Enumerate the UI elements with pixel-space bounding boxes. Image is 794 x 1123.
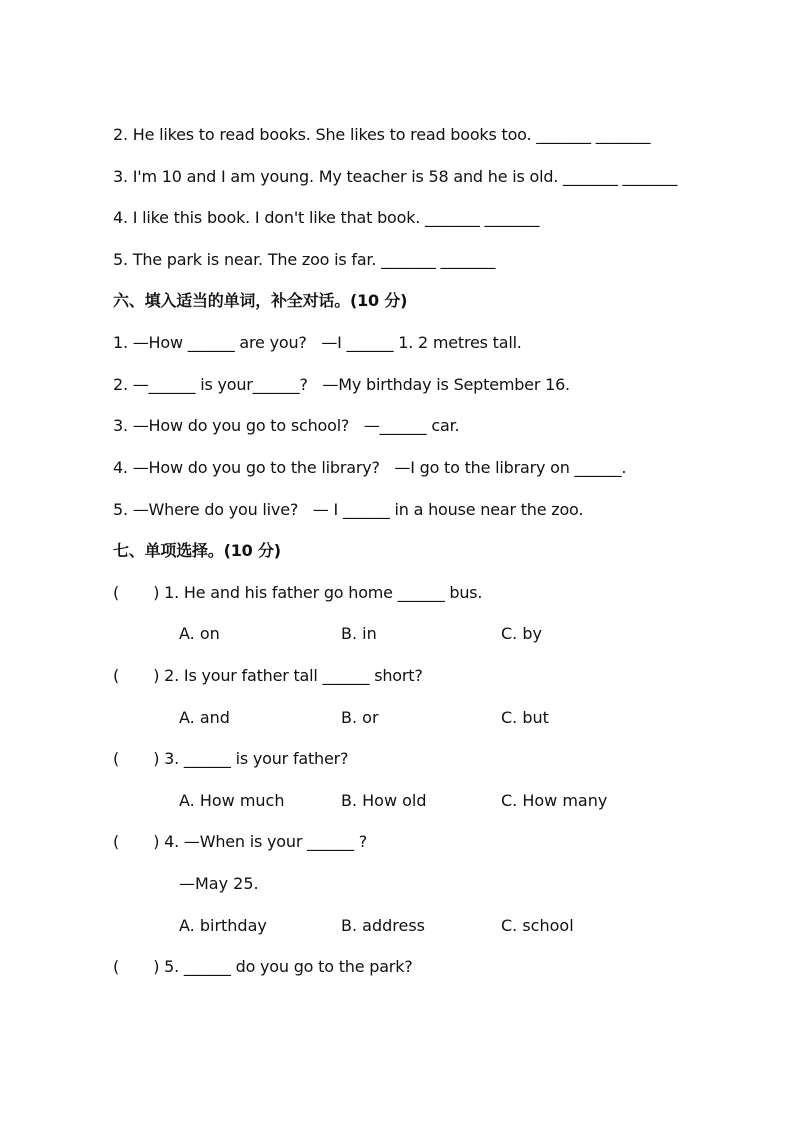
part6-item-2: 2. —______ is your______? —My birthday is September 16. <box>113 375 570 394</box>
question-1-option-c: C. by <box>501 624 542 643</box>
part5-item-2: 2. He likes to read books. She likes to read books too. _______ _______ <box>113 125 651 144</box>
question-3-stem: ( ) 3. ______ is your father? <box>113 749 349 768</box>
question-2-option-b: B. or <box>341 708 379 727</box>
part5-item-3: 3. I'm 10 and I am young. My teacher is 58 and he is old. _______ _______ <box>113 167 678 186</box>
question-4-option-a: A. birthday <box>179 916 267 935</box>
part6-heading: 六、填入适当的单词，补全对话。(10 分) <box>113 291 408 310</box>
part5-item-5: 5. The park is near. The zoo is far. _______ _______ <box>113 250 496 269</box>
question-4-reply: —May 25. <box>179 874 259 893</box>
question-4-option-b: B. address <box>341 916 426 935</box>
part6-item-5: 5. —Where do you live? — I ______ in a house near the zoo. <box>113 500 584 519</box>
question-1-option-a: A. on <box>179 624 220 643</box>
part7-heading: 七、单项选择。(10 分) <box>113 541 281 560</box>
question-2-stem: ( ) 2. Is your father tall ______ short? <box>113 666 423 685</box>
question-1-stem: ( ) 1. He and his father go home ______ bus. <box>113 583 483 602</box>
question-3-option-a: A. How much <box>179 791 285 810</box>
question-2-option-a: A. and <box>179 708 230 727</box>
question-1-option-b: B. in <box>341 624 377 643</box>
part6-item-4: 4. —How do you go to the library? —I go to the library on ______. <box>113 458 627 477</box>
question-3-option-b: B. How old <box>341 791 427 810</box>
part5-item-4: 4. I like this book. I don't like that book. _______ _______ <box>113 208 540 227</box>
part6-item-1: 1. —How ______ are you? —I ______ 1. 2 metres tall. <box>113 333 522 352</box>
question-2-option-c: C. but <box>501 708 549 727</box>
part6-item-3: 3. —How do you go to school? —______ car. <box>113 416 460 435</box>
question-4-option-c: C. school <box>501 916 574 935</box>
question-4-stem: ( ) 4. —When is your ______ ? <box>113 832 368 851</box>
question-3-option-c: C. How many <box>501 791 608 810</box>
question-5-stem: ( ) 5. ______ do you go to the park? <box>113 957 413 976</box>
